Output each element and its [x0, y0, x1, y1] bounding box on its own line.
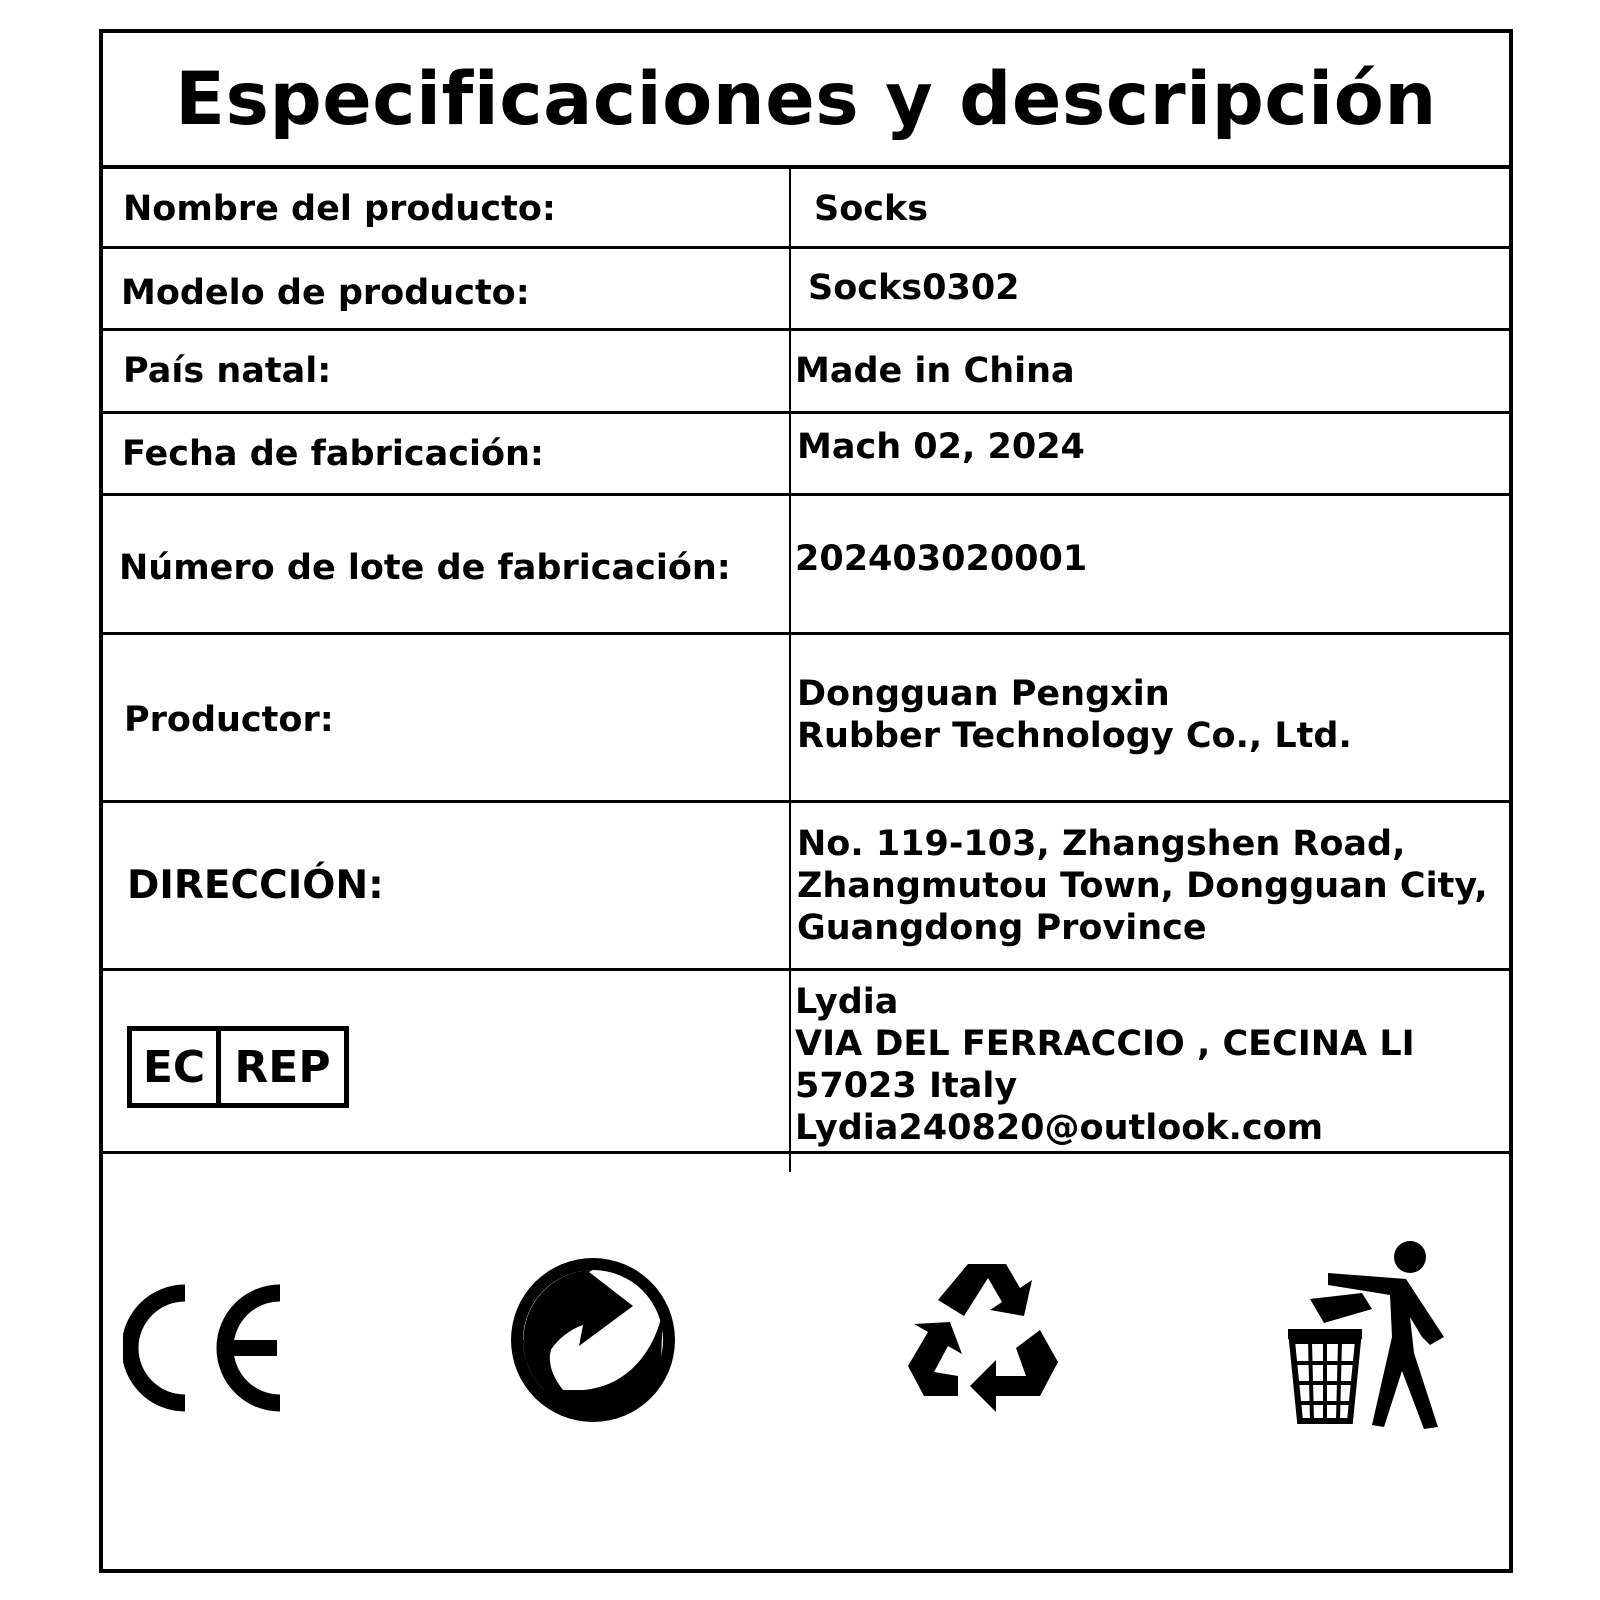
tidyman-icon	[1288, 1233, 1448, 1433]
row-date	[103, 414, 1509, 496]
row-producer	[103, 635, 1509, 803]
ce-mark-icon	[123, 1283, 293, 1413]
value-product-model: Socks0302	[808, 268, 1020, 308]
label-product-model: Modelo de producto:	[121, 273, 530, 313]
green-dot-icon	[503, 1250, 683, 1430]
value-ec-rep-line: Lydia240820@outlook.com	[795, 1108, 1324, 1148]
ec-rep-badge	[127, 1026, 349, 1108]
value-address-line: Zhangmutou Town, Dongguan City,	[797, 866, 1488, 906]
value-producer-line: Dongguan Pengxin	[797, 674, 1170, 714]
row-product-model	[103, 249, 1509, 331]
value-ec-rep	[795, 981, 1415, 1149]
value-ec-rep-line: 57023 Italy	[795, 1066, 1018, 1106]
label-lot: Número de lote de fabricación:	[119, 548, 731, 588]
value-producer-line: Rubber Technology Co., Ltd.	[797, 716, 1352, 756]
row-lot	[103, 496, 1509, 635]
ec-rep-badge-left: EC	[132, 1031, 221, 1103]
row-country	[103, 331, 1509, 414]
label-product-name: Nombre del producto:	[123, 189, 556, 229]
spec-label-frame	[99, 29, 1513, 1573]
value-address	[797, 823, 1488, 949]
value-country: Made in China	[795, 351, 1075, 391]
row-product-name	[103, 169, 1509, 249]
ec-rep-badge-right: REP	[234, 1041, 331, 1093]
value-producer	[797, 673, 1352, 757]
value-ec-rep-line: VIA DEL FERRACCIO , CECINA LI	[795, 1024, 1415, 1064]
value-lot: 202403020001	[795, 539, 1088, 579]
label-producer: Productor:	[124, 700, 334, 740]
spec-table	[103, 169, 1509, 1154]
value-address-line: Guangdong Province	[797, 908, 1207, 948]
column-divider	[789, 169, 791, 1172]
row-address	[103, 803, 1509, 971]
value-ec-rep-line: Lydia	[795, 982, 899, 1022]
value-product-name: Socks	[814, 189, 929, 229]
page-title: Especificaciones y descripción	[103, 33, 1509, 169]
value-address-line: No. 119-103, Zhangshen Road,	[797, 824, 1406, 864]
label-address: DIRECCIÓN:	[127, 863, 384, 908]
label-date: Fecha de fabricación:	[122, 434, 544, 474]
label-country: País natal:	[123, 351, 332, 391]
value-date: Mach 02, 2024	[797, 427, 1085, 467]
recycle-icon	[898, 1258, 1068, 1418]
row-ec-rep	[103, 971, 1509, 1154]
